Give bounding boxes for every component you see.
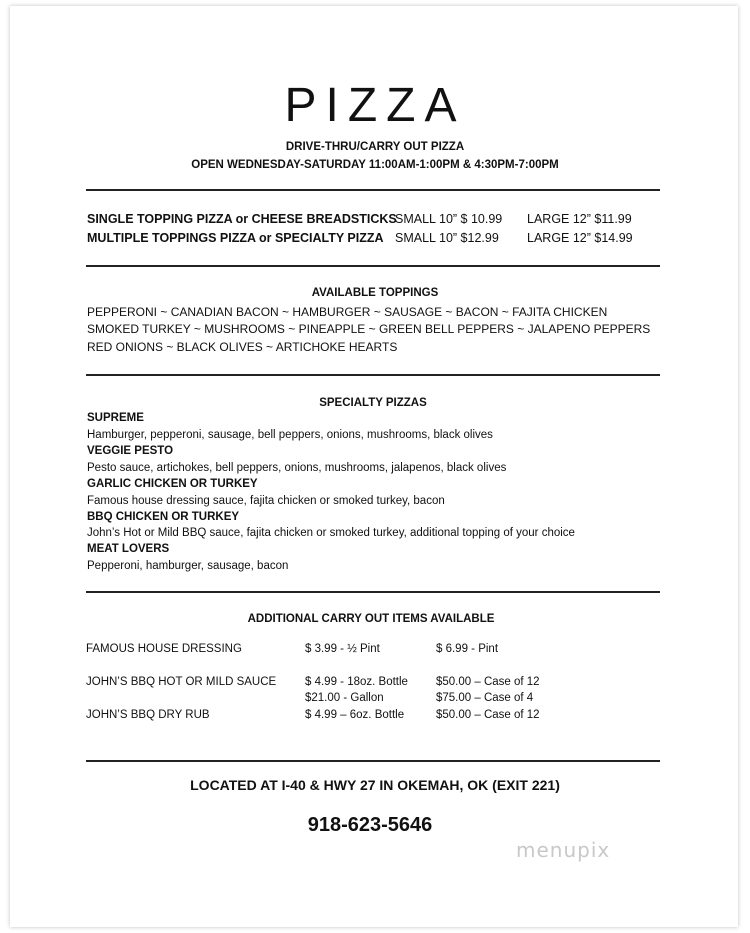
toppings-line: RED ONIONS ~ BLACK OLIVES ~ ARTICHOKE HEARTS — [87, 340, 398, 354]
specialty-name: MEAT LOVERS — [87, 543, 170, 555]
price-row-name: SINGLE TOPPING PIZZA or CHEESE BREADSTICKS — [87, 212, 397, 226]
specialty-name: SUPREME — [87, 412, 144, 424]
divider — [86, 591, 660, 593]
specialty-desc: Pepperoni, hamburger, sausage, bacon — [87, 560, 289, 572]
location: LOCATED AT I-40 & HWY 27 IN OKEMAH, OK (EXIT 221) — [190, 777, 560, 793]
additional-price: $ 4.99 – 6oz. Bottle — [305, 709, 405, 721]
price-row-name: MULTIPLE TOPPINGS PIZZA or SPECIALTY PIZZA — [87, 231, 384, 245]
divider — [86, 265, 660, 267]
watermark-logo: menupix — [516, 838, 611, 862]
additional-price: $50.00 – Case of 12 — [436, 676, 540, 688]
specialty-heading: SPECIALTY PIZZAS — [319, 397, 427, 409]
divider — [86, 374, 660, 376]
additional-price: $ 4.99 - 18oz. Bottle — [305, 676, 408, 688]
additional-price: $75.00 – Case of 4 — [436, 692, 534, 704]
specialty-desc: John’s Hot or Mild BBQ sauce, fajita chicken or smoked turkey, additional topping of your choice — [87, 527, 575, 539]
price-large: LARGE 12” $14.99 — [527, 231, 633, 245]
additional-item-name: JOHN’S BBQ HOT OR MILD SAUCE — [86, 676, 277, 688]
additional-price: $ 6.99 - Pint — [436, 643, 499, 655]
specialty-name: GARLIC CHICKEN OR TURKEY — [87, 478, 258, 490]
additional-heading: ADDITIONAL CARRY OUT ITEMS AVAILABLE — [247, 613, 495, 625]
specialty-desc: Pesto sauce, artichokes, bell peppers, onions, mushrooms, jalapenos, black olives — [87, 462, 507, 474]
phone-number: 918-623-5646 — [307, 814, 433, 836]
price-small: SMALL 10” $ 10.99 — [395, 212, 503, 226]
divider — [86, 760, 660, 762]
additional-price: $21.00 - Gallon — [305, 692, 384, 704]
divider — [86, 189, 660, 191]
price-large: LARGE 12” $11.99 — [527, 212, 632, 226]
specialty-desc: Famous house dressing sauce, fajita chicken or smoked turkey, bacon — [87, 495, 445, 507]
menu-title: PIZZA — [284, 79, 466, 132]
toppings-line: PEPPERONI ~ CANADIAN BACON ~ HAMBURGER ~ SAUSAGE ~ BACON ~ FAJITA CHICKEN — [87, 305, 608, 319]
toppings-line: SMOKED TURKEY ~ MUSHROOMS ~ PINEAPPLE ~ GREEN BELL PEPPERS ~ JALAPENO PEPPERS — [87, 322, 651, 336]
toppings-heading: AVAILABLE TOPPINGS — [311, 287, 439, 299]
service-type: DRIVE-THRU/CARRY OUT PIZZA — [285, 141, 465, 153]
specialty-name: VEGGIE PESTO — [87, 445, 174, 457]
price-small: SMALL 10” $12.99 — [395, 231, 499, 245]
additional-price: $ 3.99 - ½ Pint — [305, 643, 380, 655]
additional-item-name: JOHN’S BBQ DRY RUB — [86, 709, 210, 721]
opening-hours: OPEN WEDNESDAY-SATURDAY 11:00AM-1:00PM & 4:30PM-7:00PM — [191, 159, 559, 171]
specialty-name: BBQ CHICKEN OR TURKEY — [87, 511, 240, 523]
additional-price: $50.00 – Case of 12 — [436, 709, 540, 721]
specialty-desc: Hamburger, pepperoni, sausage, bell peppers, onions, mushrooms, black olives — [87, 429, 493, 441]
additional-item-name: FAMOUS HOUSE DRESSING — [86, 643, 242, 655]
